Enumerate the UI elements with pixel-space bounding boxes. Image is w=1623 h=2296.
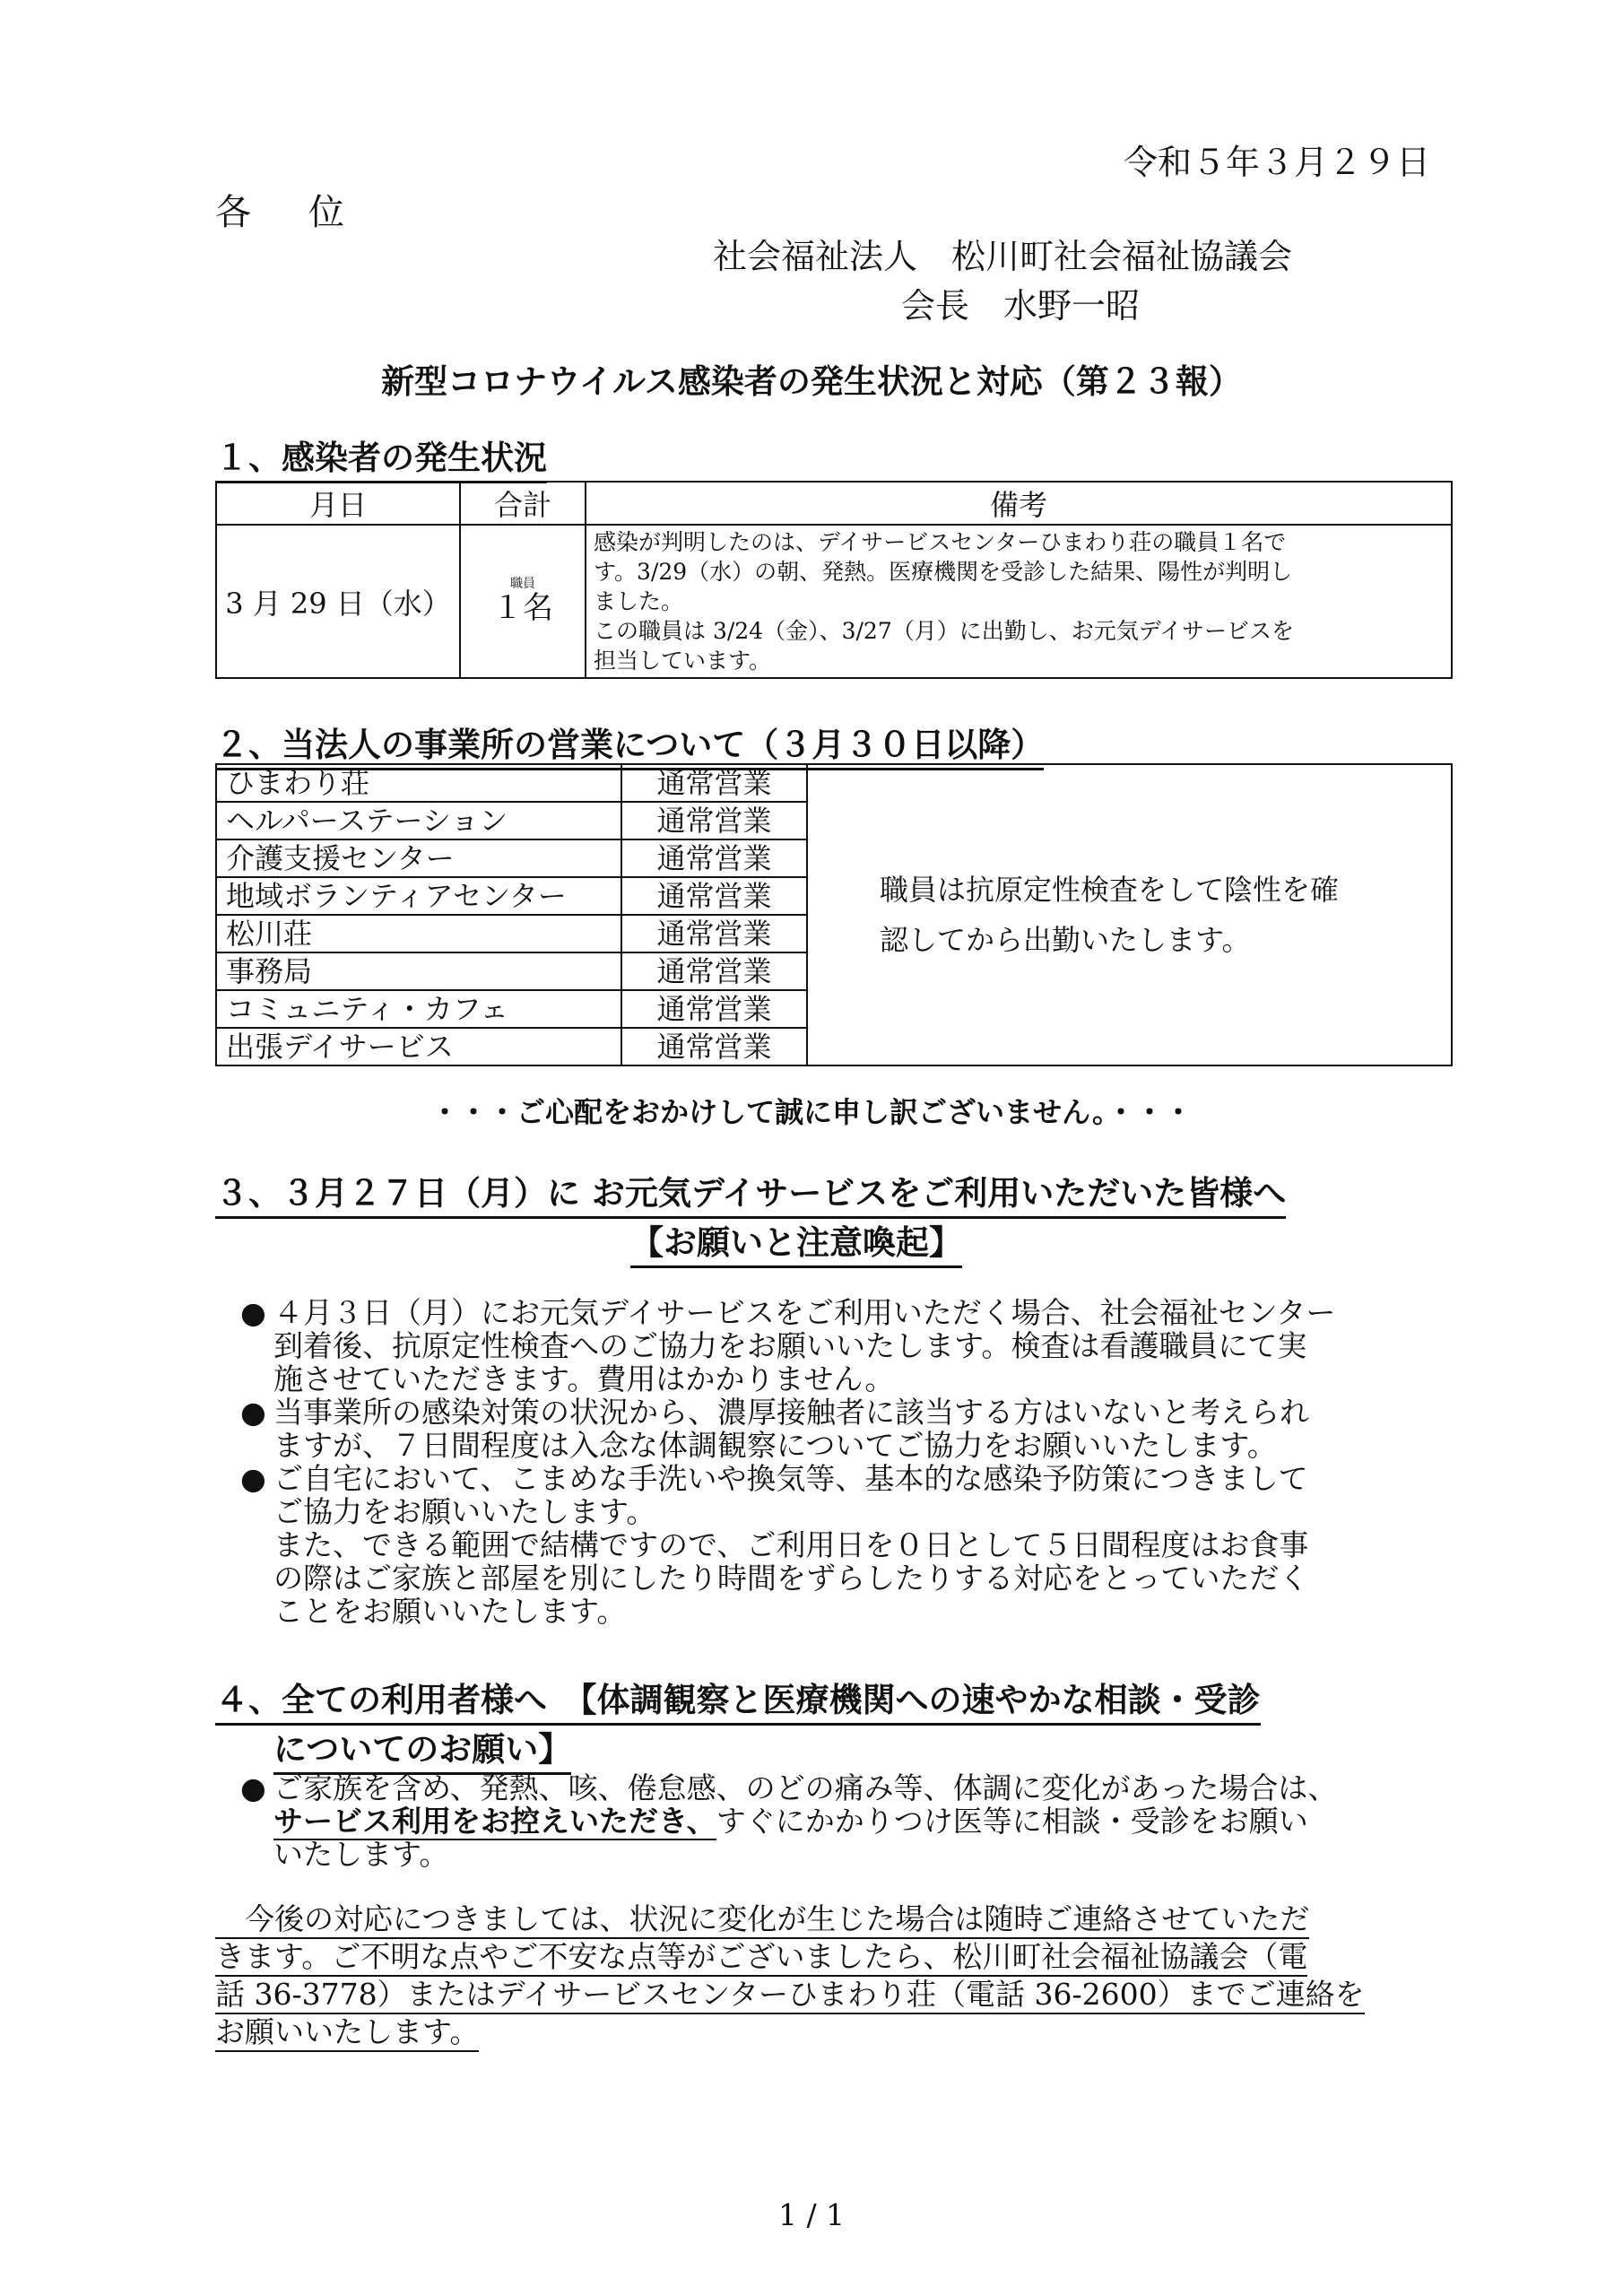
bullet-2 [273,1396,1309,1462]
column-date: 月日 [216,482,460,525]
office-status: 通常営業 [621,877,807,915]
office-name: 松川荘 [216,915,621,952]
table-row [216,764,1452,802]
bullet-mark: ● [240,1770,266,1805]
office-name: 介護支援センター [216,839,621,877]
bullet-line: ご家族を含め、発熱、咳、倦怠感、のどの痛み等、体調に変化があった場合は、 [273,1770,1338,1805]
bullet-line [273,1805,1337,1838]
office-name: 地域ボランティアセンター [216,877,621,915]
office-status: 通常営業 [621,915,807,952]
office-status: 通常営業 [621,839,807,877]
closing-paragraph [215,1901,1365,2052]
row-total [460,525,586,678]
closing-line: きます。ご不明な点やご不安な点等がございましたら、松川町社会福祉協議会（電 [215,1939,1307,1977]
note-line: す。3/29（水）の朝、発熱。医療機関を受診した結果、陽性が判明し [594,559,1293,585]
bullet-line: ご自宅において、こまめな手洗いや換気等、基本的な感染予防策につきまして [273,1461,1308,1496]
row-notes [586,525,1452,678]
office-note [807,764,1452,1065]
office-status: 通常営業 [621,1028,807,1065]
office-name: 出張デイサービス [216,1028,621,1065]
office-name: ヘルパーステーション [216,802,621,839]
column-total: 合計 [460,482,586,525]
document-date: 令和５年３月２９日 [1123,143,1430,182]
table-row [216,525,1452,678]
bullet-line: の際はご家族と部屋を別にしたり時間をずらしたりする対応をとっていただく [273,1561,1309,1596]
row-date: 3 月 29 日（水） [216,525,460,678]
closing-line: お願いいたします。 [215,2014,479,2052]
bullet-mark: ● [240,1395,266,1430]
note-line: 担当しています。 [594,648,772,674]
bullet-line: ご協力をお願いいたします。 [273,1494,656,1529]
bullet-mark: ● [240,1461,266,1496]
office-name: コミュニティ・カフェ [216,990,621,1028]
closing-line: 話 36-3778）またはデイサービスセンターひまわり荘（電話 36-2600）までご連絡を [215,1977,1365,2014]
bullet-line: ４月３日（月）にお元気デイサービスをご利用いただく場合、社会福祉センター [273,1295,1336,1330]
bullet-1 [273,1296,1335,1396]
note-line: この職員は 3/24（金）、3/27（月）に出勤し、お元気デイサービスを [594,618,1294,644]
underlined-request: サービス利用をお控えいただき、 [273,1804,716,1839]
bullet-mark: ● [240,1295,266,1330]
bullet-line-rest: すぐにかかりつけ医等に相談・受診をお願い [716,1804,1308,1839]
table-header-row [216,482,1452,525]
bullet-line: ますが、７日間程度は入念な体調観察についてご協力をお願いいたします。 [273,1428,1277,1463]
bullet-line: 到着後、抗原定性検査へのご協力をお願いいたします。検査は看護職員にて実 [273,1328,1307,1363]
total-label: 職員 [510,577,535,592]
note-line: ました。 [594,588,684,614]
bullet-line: ことをお願いいたします。 [273,1594,627,1629]
section1-heading: １、感染者の発生状況 [215,430,547,483]
addressee: 各 位 [215,192,355,233]
office-status: 通常営業 [621,990,807,1028]
office-status: 通常営業 [621,952,807,990]
apology-line: ・・・ご心配をおかけして誠に申し訳ございません。・・・ [430,1095,1193,1129]
document-title: 新型コロナウイルス感染者の発生状況と対応（第２３報） [381,362,1242,401]
office-status: 通常営業 [621,764,807,802]
infection-status-table [215,481,1453,679]
office-status-table [215,763,1453,1066]
total-value: １名 [492,589,553,626]
closing-line: 今後の対応につきましては、状況に変化が生じた場合は随時ご連絡させていただ [215,1901,1309,1939]
section2-heading: ２、当法人の事業所の営業について（３月３０日以降） [215,718,1044,770]
section4-heading: ４、全ての利用者様へ 【体調観察と医療機関への速やかな相談・受診 [215,1673,1261,1726]
bullet-line: 施させていただきます。費用はかかりません。 [273,1361,895,1396]
office-status: 通常営業 [621,802,807,839]
page-number: 1 / 1 [777,2197,846,2232]
bullet-line: また、できる範囲で結構ですので、ご利用日を０日として５日間程度はお食事 [273,1527,1309,1562]
chair-name: 会長 水野一昭 [901,286,1141,326]
section3-subheading: 【お願いと注意喚起】 [630,1215,962,1268]
bullet-line: 当事業所の感染対策の状況から、濃厚接触者に該当する方はいないと考えられ [273,1395,1309,1430]
office-name: 事務局 [216,952,621,990]
section3-heading: ３、３月２７日（月）に お元気デイサービスをご利用いただいた皆様へ [215,1166,1286,1219]
column-notes: 備考 [586,482,1452,525]
bullet-4 [273,1771,1337,1871]
office-name: ひまわり荘 [216,764,621,802]
note-line: 感染が判明したのは、デイサービスセンターひまわり荘の職員１名で [594,529,1287,555]
note-line: 認してから出勤いたします。 [880,923,1251,957]
organization-name: 社会福祉法人 松川町社会福祉協議会 [713,237,1293,276]
section4-heading-continued: についてのお願い】 [273,1722,571,1775]
bullet-3 [273,1462,1308,1628]
bullet-line: いたします。 [273,1837,449,1872]
note-line: 職員は抗原定性検査をして陰性を確 [880,873,1340,907]
